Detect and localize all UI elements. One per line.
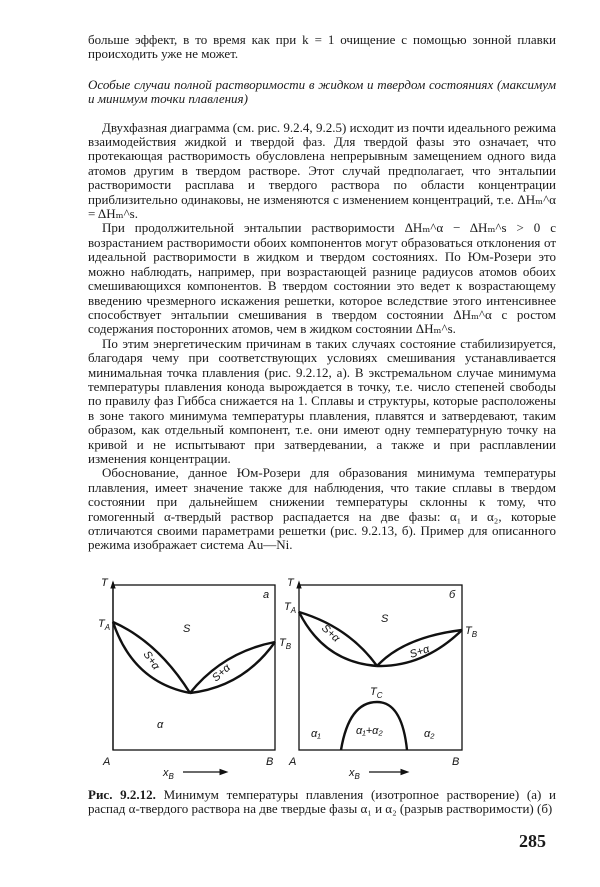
caption-label: Рис. 9.2.12.	[88, 786, 156, 802]
region-two-phase-left: S+α	[318, 622, 342, 645]
ta-label: $T_A$	[284, 600, 297, 615]
phase-diagram-a	[98, 576, 292, 784]
region-liquid: S	[381, 612, 389, 625]
region-alpha1: α₁	[311, 727, 321, 740]
t-axis-label: T	[287, 576, 294, 589]
paragraph: При продолжительной энтальпии растворимости ΔHₘ^α − ΔHₘ^s > 0 с возрастанием растворимости обоих компонентов могут образоваться отклонения от идеальной растворимости в жидком и твердом состояниях. По Юм-Розери это можно наблюдать, например, при возрастающей разнице радиусов атомов обоих смешивающихся компонентов. В твердом состоянии это ведет к возрастающему введению чрезмерного искажения решетки, которое вследствие этого интенсивнее способствует энтальпии смешивания в твердом состоянии ΔHₘ^α с ростом содержания посторонних атомов, чем в жидком состоянии ΔHₘ^s.	[88, 220, 556, 337]
region-alpha1-alpha2: α₁+α₂	[356, 724, 383, 737]
x-arrow-head-icon	[220, 769, 227, 774]
body-text	[88, 121, 556, 553]
t-axis-arrow-icon	[297, 582, 301, 588]
region-two-phase-right: S+α	[408, 643, 431, 661]
solidus-right	[190, 642, 275, 693]
ta-label: $T_A$	[98, 617, 111, 632]
x-axis-label: $x_B$	[163, 766, 174, 781]
t-axis-arrow-icon	[111, 582, 115, 588]
liquidus-right	[190, 642, 275, 693]
x-axis-label: $x_B$	[349, 766, 360, 781]
paragraph: По этим энергетическим причинам в таких случаях состояние стабилизируется, благодаря чему при соответствующих условиях смешивания устанавливается минимальная точка плавления (рис. 9.2.12, а). В экстремальном случае минимума температуры плавления конода вырождается в точку, т.е. число степеней свободы по правилу фаз Гиббса снижается на 1. Сплавы и структуры, которые расположены в зоне такого минимума температуры плавления, плавятся и затвердевают, таким образом, как отдельный компонент, т.е. они имеют одну температурную точку на кривой и не испытывают при затвердевании, а также и при расплавлении изменения концентрации.	[88, 335, 556, 466]
heading-text: Особые случаи полной растворимости в жидком и твердом состояниях (максимум и минимум точки плавления)	[88, 76, 556, 107]
component-a-label: A	[289, 755, 297, 768]
tc-label: $T_C$	[370, 685, 383, 700]
region-alpha2: α₂	[424, 727, 435, 740]
tb-label: $T_B$	[465, 624, 478, 639]
page-number: 285	[519, 831, 546, 851]
component-a-label: A	[103, 755, 111, 768]
section-heading	[88, 78, 556, 107]
region-two-phase-left: S+α	[140, 648, 162, 672]
phase-diagram-b	[284, 576, 478, 784]
component-b-label: B	[452, 755, 460, 768]
tb-label: $T_B$	[279, 636, 292, 651]
component-b-label: B	[266, 755, 274, 768]
caption-text: Минимум температуры плавления (изотропное растворение) (а) и распад α-твердого раствора на две твердые фазы α₁ и α₂ (разрыв растворимости) (б)	[88, 786, 556, 817]
region-solid: α	[157, 718, 164, 731]
figure-caption	[88, 788, 556, 817]
intro-text: больше эффект, в то время как при k = 1 очищение с помощью зонной плавки происходить уже не может.	[88, 32, 556, 62]
region-two-phase-right: S+α	[209, 661, 233, 685]
x-arrow-head-icon	[401, 769, 408, 774]
t-axis-label: T	[101, 576, 108, 589]
panel-label: а	[263, 588, 270, 601]
figure	[88, 575, 556, 780]
paragraph: Обоснование, данное Юм-Розери для образования минимума температуры плавления, имеет значение также для наблюдения, что такие сплавы в твердом состоянии при дальнейшем снижении температуры склонны к тому, что гомогенный α-твердый раствор распадается на две фазы: α₁ и α₂, которые отличаются своими параметрами решетки (рис. 9.2.13, б). Пример для описанного режима изображает система Au—Ni.	[88, 465, 556, 553]
region-liquid: S	[183, 622, 191, 635]
panel-label: б	[449, 588, 456, 601]
intro-paragraph	[88, 33, 556, 62]
paragraph: Двухфазная диаграмма (см. рис. 9.2.4, 9.2.5) исходит из почти идеального режима взаимодействия жидкой и твердой фаз. Для твердой фазы это означает, что протекающая растворимость обусловлена непрерывным замещением одного вида атомов другим в твердом растворе. Этот случай предполагает, что энтальпии растворимости расплава и твердого раствора по области концентрации приблизительно одинаковы, не изменяются с изменением концентраций, т.е. ΔHₘ^α = ΔHₘ^s.	[88, 119, 556, 222]
